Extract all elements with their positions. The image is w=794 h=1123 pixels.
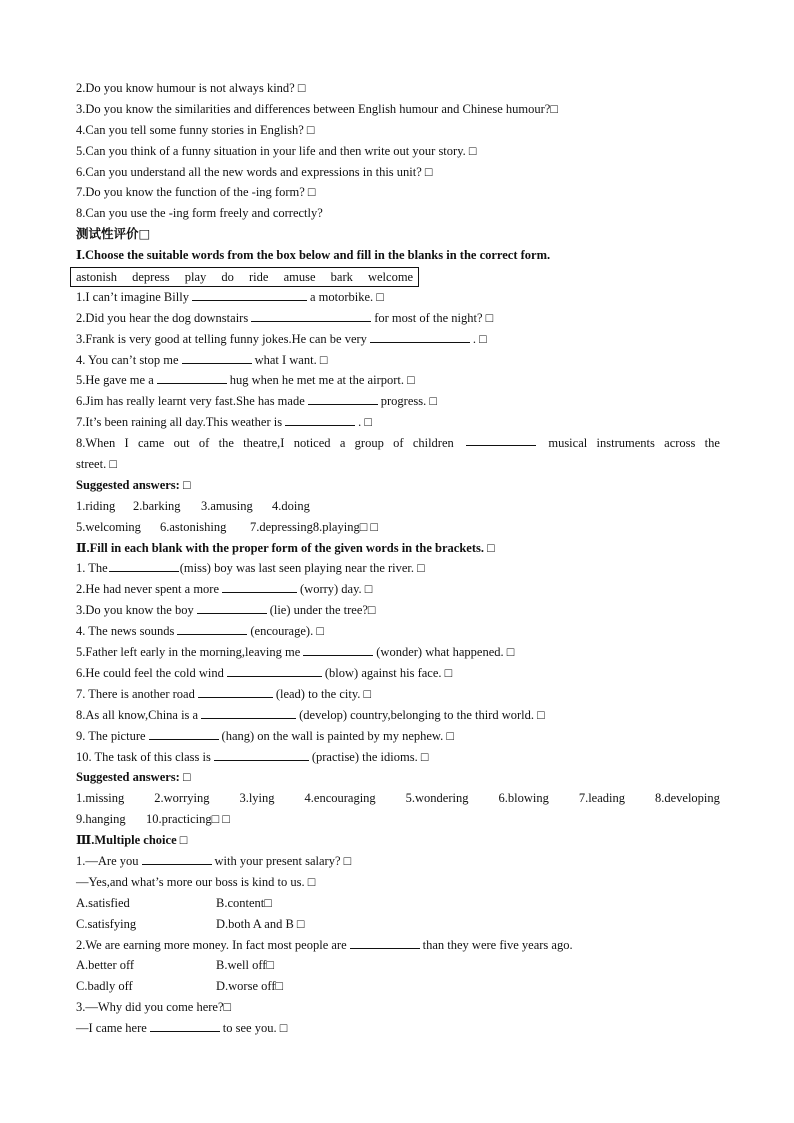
question-text: what I want. □ [254,352,328,367]
answer-blank[interactable] [198,685,273,698]
part1-answers-label: Suggested answers: □ [76,477,191,492]
question-text: a motorbike. □ [309,289,384,304]
answer-key-item: 1.missing [76,791,125,806]
question-text: 2.We are earning more money. In fact most people are [76,937,347,952]
question-text: (develop) country,belonging to the third world. □ [299,707,545,722]
part1-question-3 [76,329,720,350]
question-text: 2.He had never spent a more [76,582,219,597]
word-box-word: do [221,270,234,285]
question-text: 7. There is another road [76,686,195,701]
question-text: . □ [472,331,487,346]
part1-question-8 [76,433,720,454]
option-row [76,914,720,935]
answer-blank[interactable] [142,852,212,865]
checklist-item: 4.Can you tell some funny stories in English? □ [76,122,315,137]
question-text: 6.Jim has really learnt very fast.She has made [76,394,305,409]
part2-title: Ⅱ.Fill in each blank with the proper form of the given words in the brackets. □ [76,540,495,555]
part1-question-4 [76,350,720,371]
question-text: came [137,436,165,451]
answer-key-item: 7.depressing8.playing□ □ [250,519,378,534]
part1-question-6 [76,391,720,412]
question-text: of [198,436,210,451]
question-text: with your present salary? □ [214,853,352,868]
part2-question-1 [76,558,720,579]
question-text: 7.It’s been raining all day.This weather is [76,415,283,430]
self-check-list [76,78,720,224]
question-text: 1. The [76,561,108,576]
question-text: for most of the night? □ [374,310,494,325]
answer-key-item: 3.lying [239,791,275,806]
word-box-word: ride [249,270,269,285]
word-box-row [76,266,720,287]
part1-question-1 [76,287,720,308]
question-text: 1.I can’t imagine Billy [76,289,189,304]
answer-blank[interactable] [192,288,307,301]
checklist-item: 5.Can you think of a funny situation in your life and then write out your story. □ [76,143,477,158]
part1-answers-row [76,517,720,538]
answer-blank[interactable] [308,392,378,405]
part2-question-6 [76,663,720,684]
answer-blank[interactable] [222,580,297,593]
part2-question-2 [76,579,720,600]
question-text: . □ [358,415,372,430]
option-row [76,976,720,997]
question-text: 4. You can’t stop me [76,352,179,367]
option-d[interactable]: D.both A and B □ [216,916,305,931]
question-text: 3.Do you know the boy [76,603,194,618]
question-text: musical [548,436,588,451]
option-row [76,893,720,914]
answer-blank[interactable] [227,664,322,677]
checklist-item: 7.Do you know the function of the -ing form? □ [76,185,316,200]
answer-blank[interactable] [197,601,267,614]
word-box-word: play [184,270,207,285]
question-text: —I came here [76,1021,147,1036]
question-text: across [664,436,696,451]
part3-title: Ⅲ.Multiple choice □ [76,833,188,848]
question-text: (lead) to the city. □ [275,686,372,701]
part3-question-1 [76,851,720,872]
question-text: 8.As all know,China is a [76,707,199,722]
word-box-word: bark [330,270,353,285]
checklist-item: 8.Can you use the -ing form freely and correctly? [76,206,323,221]
part2-question-3 [76,600,720,621]
question-text: 5.He gave me a [76,373,154,388]
answer-blank[interactable] [466,433,536,446]
part1-question-7 [76,412,720,433]
question-text: group [354,436,384,451]
part1-question-5 [76,370,720,391]
answer-blank[interactable] [182,351,252,364]
answer-key-item: 2.worrying [154,791,210,806]
answer-blank[interactable] [285,413,355,426]
word-box-word: welcome [367,270,414,285]
option-a[interactable]: A.better off [76,958,135,973]
answer-blank[interactable] [303,643,373,656]
part2-question-9 [76,726,720,747]
answer-key-item: 5.welcoming [76,519,141,534]
answer-blank[interactable] [370,330,470,343]
question-text: (hang) on the wall is painted by my nephew. □ [221,728,454,743]
question-text: (worry) day. □ [300,582,373,597]
answer-blank[interactable] [177,622,247,635]
part2-question-5 [76,642,720,663]
answer-key-item: 1.riding [76,498,116,513]
part1-answers-row [76,496,720,517]
option-a[interactable]: A.satisfied [76,895,130,910]
answer-key-item: 9.hanging [76,812,126,827]
answer-blank[interactable] [350,936,420,949]
answer-blank[interactable] [214,748,309,761]
question-text: a [339,436,346,451]
answer-key-item: 7.leading [578,791,625,806]
answer-blank[interactable] [157,371,227,384]
question-text: I [124,436,129,451]
test-heading: 测试性评价□ [76,226,151,242]
checklist-item: 2.Do you know humour is not always kind? □ [76,81,306,95]
question-text: theatre,I [243,436,285,451]
part2-answers-row [76,788,720,809]
option-c[interactable]: C.satisfying [76,916,137,931]
question-text: 10. The task of this class is [76,749,211,764]
part3-question-3: 3.—Why did you come here?□ [76,1000,232,1015]
answer-key-item: 4.doing [272,498,310,513]
answer-key-item: 4.encouraging [304,791,376,806]
word-box-word: amuse [283,270,316,285]
question-text: (practise) the idioms. □ [311,749,429,764]
question-text: instruments [596,436,655,451]
option-b[interactable]: B.content□ [216,895,272,910]
question-text: than they were five years ago. [422,937,573,952]
question-text: (blow) against his face. □ [324,665,453,680]
word-box-word: depress [132,270,170,285]
question-text: the [218,436,234,451]
question-text: 1.—Are you [76,853,139,868]
part1-question-2 [76,308,720,329]
question-text: (wonder) what happened. □ [376,645,515,660]
question-text: 9. The picture [76,728,146,743]
answer-blank[interactable] [201,706,296,719]
part1-question-8-continued: street. □ [76,457,117,472]
question-text: 6.He could feel the cold wind [76,665,224,680]
part3-question-2 [76,935,720,956]
part1-title: Ⅰ.Choose the suitable words from the box below and fill in the blanks in the correct form. [76,248,551,263]
question-text: noticed [293,436,331,451]
question-text: hug when he met me at the airport. □ [229,373,415,388]
option-d[interactable]: D.worse off□ [216,979,284,994]
answer-blank[interactable] [150,1019,220,1032]
question-text: 5.Father left early in the morning,leaving me [76,645,301,660]
question-text: (lie) under the tree?□ [269,603,376,618]
question-text: progress. □ [380,394,437,409]
part2-question-4 [76,621,720,642]
question-text: to see you. □ [222,1021,288,1036]
part3-question-3-reply [76,1018,720,1039]
option-row [76,955,720,976]
answer-key-item: 2.barking [133,498,181,513]
answer-key-item: 3.amusing [201,498,253,513]
answer-key-item: 6.astonishing [160,519,227,534]
option-c[interactable]: C.badly off [76,979,133,994]
question-text: out [173,436,190,451]
question-text: children [412,436,454,451]
question-text: (miss) boy was last seen playing near the river. □ [179,561,425,576]
question-text: of [393,436,404,451]
answer-key-item: 6.blowing [498,791,549,806]
question-text: 4. The news sounds [76,624,175,639]
option-b[interactable]: B.well off□ [216,958,275,973]
checklist-item: 3.Do you know the similarities and differences between English humour and Chinese humour?□ [76,101,558,116]
question-text: 3.Frank is very good at telling funny jokes.He can be very [76,331,367,346]
checklist-item: 6.Can you understand all the new words and expressions in this unit? □ [76,164,433,179]
answer-blank[interactable] [109,559,179,572]
answer-key-item: 8.developing [654,791,720,806]
answer-key-item: 5.wondering [405,791,469,806]
question-text: the [704,436,720,451]
part2-answers-row [76,809,720,830]
question-text: 8.When [76,436,116,451]
answer-blank[interactable] [149,727,219,740]
answer-key-item: 10.practicing□ □ [146,812,230,827]
question-text: 2.Did you hear the dog downstairs [76,310,249,325]
word-box-word: astonish [76,270,117,285]
worksheet-page [76,78,720,1039]
answer-blank[interactable] [251,309,371,322]
part3-question-1-reply: —Yes,and what’s more our boss is kind to us. □ [76,874,316,889]
question-text: (encourage). □ [250,624,324,639]
part2-answers-label: Suggested answers: □ [76,770,191,785]
part2-question-10 [76,747,720,768]
part2-question-8 [76,705,720,726]
word-box [70,267,419,287]
part2-question-7 [76,684,720,705]
